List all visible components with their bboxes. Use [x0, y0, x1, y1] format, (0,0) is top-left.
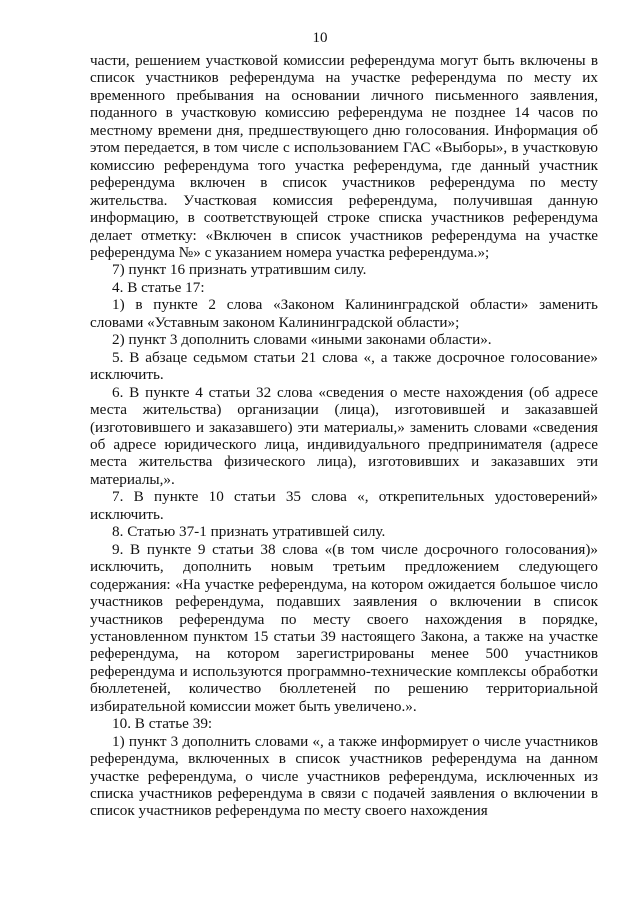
paragraph-2: 7) пункт 16 признать утратившим силу.: [112, 261, 367, 279]
paragraph-9: 8. Статью 37-1 признать утратившей силу.: [112, 523, 386, 541]
paragraph-6: 5. В абзаце седьмом статьи 21 слова «, а также досрочное голосование» исключить.: [90, 348, 598, 384]
paragraph-4: 1) в пункте 2 слова «Законом Калининградской области» заменить словами «Уставным законом Калининградской области»;: [90, 296, 598, 331]
paragraph-7: 6. В пункте 4 статьи 32 слова «сведения о месте нахождения (об адресе места жительства) организации (лица), изготовившей и заказавшей (изготовившего и заказавшего) эти материалы,» заменить словами «сведения об адресе юридического лица, индивидуального предпринимателя (адресе места жительства физического лица), изготовивших и заказавших эти материалы,».: [90, 383, 598, 488]
paragraph-10: 9. В пункте 9 статьи 38 слова «(в том числе досрочного голосования)» исключить, дополнить новым третьим предложением следующего содержания: «На участке референдума, на котором ожидается большое число участников референдума, подавших заявления о включении в список участников референдума по месту своего нахождения в порядке, установленном пунктом 15 статьи 39 настоящего Закона, а также на участке референдума, на котором зарегистрированы менее 500 участников референдума и используются программно-технические комплексы обработки бюллетеней, количество бюллетеней по решению территориальной избирательной комиссии может быть увеличено.».: [90, 540, 598, 715]
paragraph-8: 7. В пункте 10 статьи 35 слова «, открепительных удостоверений» исключить.: [90, 488, 598, 523]
document-body: [90, 52, 598, 820]
paragraph-3: 4. В статье 17:: [112, 278, 205, 296]
paragraph-12: 1) пункт 3 дополнить словами «, а также информирует о числе участников референдума, включенных в список участников референдума на данном участке референдума, о числе участников референдума, исключенных из списка участников референдума в связи с подачей заявления о включении в список участников референдума по месту своего нахождения: [90, 732, 598, 820]
page-number: 10: [312, 30, 328, 46]
paragraph-5: 2) пункт 3 дополнить словами «иными законами области».: [112, 331, 492, 349]
paragraph-11: 10. В статье 39:: [112, 715, 213, 733]
paragraph-1: части, решением участковой комиссии референдума могут быть включены в список участников референдума на участке референдума по месту их временного пребывания на основании личного письменного заявления, поданного в участковую комиссию референдума не позднее 14 часов по местному времени дня, предшествующего дню голосования. Информация об этом передается, в том числе с использованием ГАС «Выборы», в участковую комиссию референдума того участка референдума, где данный участник референдума включен в список участников референдума по месту жительства. Участковая комиссия референдума, получившая данную информацию, в соответствующей строке списка участников референдума делает отметку: «Включен в список участников референдума на участке референдума №» с указанием номера участка референдума.»;: [90, 52, 598, 261]
